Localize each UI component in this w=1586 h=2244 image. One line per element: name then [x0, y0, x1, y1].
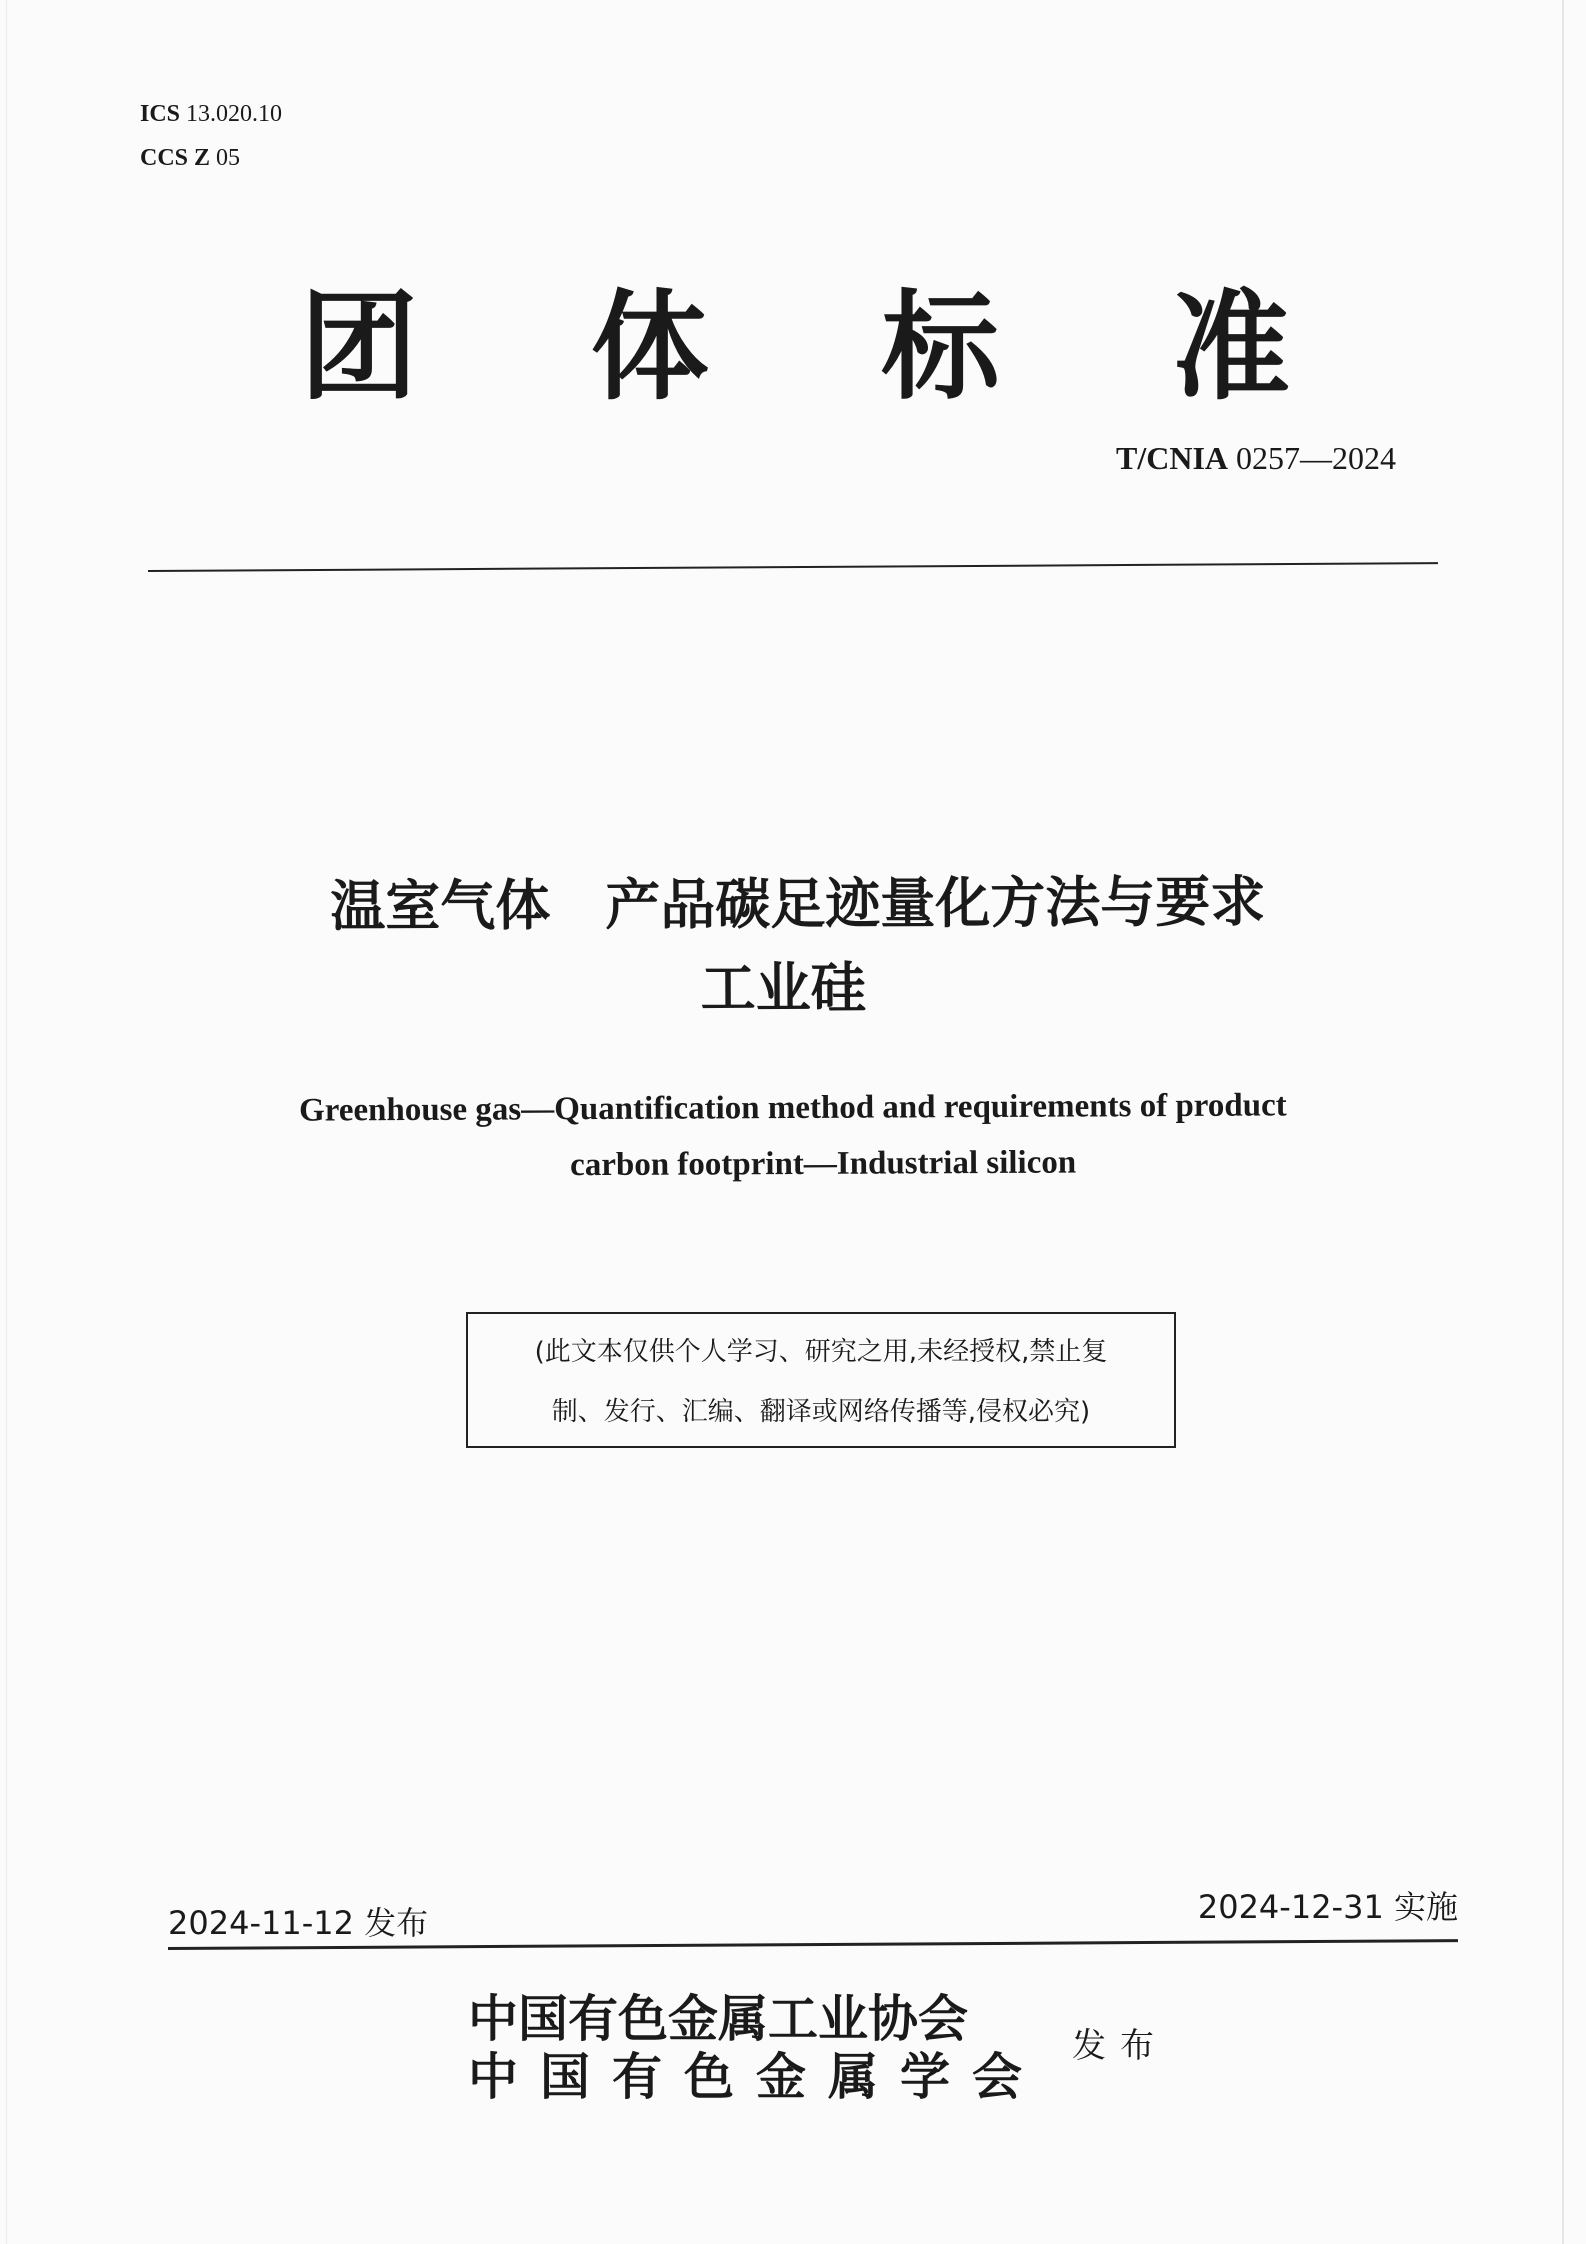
doc-type-char: 团	[300, 278, 419, 416]
publisher-org1: 中国有色金属工业协会	[468, 1989, 968, 2048]
publish-verb: 发布	[1072, 2026, 1168, 2066]
standard-number-prefix: T/CNIA	[1115, 440, 1228, 476]
document-type-heading	[300, 262, 1290, 416]
chinese-title-line1: 温室气体 产品碳足迹量化方法与要求	[330, 869, 1266, 939]
ics-code: 13.020.10	[186, 101, 283, 127]
english-title-line2: carbon footprint—Industrial silicon	[570, 1144, 1077, 1184]
publishers-block	[468, 1990, 1044, 2106]
ccs-label: CCS Z	[140, 145, 211, 171]
doc-type-char: 准	[1171, 278, 1290, 416]
ics-code-line	[140, 92, 282, 136]
issue-date: 2024-11-12 发布	[168, 1904, 429, 1942]
english-title	[0, 1076, 1586, 1196]
standard-number	[1116, 440, 1396, 477]
classification-codes	[140, 92, 282, 180]
doc-type-char: 体	[590, 278, 709, 416]
english-title-line1: Greenhouse gas—Quantification method and requirements of product	[298, 1087, 1287, 1129]
chinese-title	[0, 858, 1586, 1034]
ccs-code-line	[140, 136, 282, 180]
copyright-notice-box	[466, 1312, 1176, 1448]
notice-line2: 制、发行、汇编、翻译或网络传播等,侵权必究)	[551, 1397, 1091, 1427]
header-divider	[148, 562, 1438, 572]
ics-label: ICS	[140, 101, 181, 127]
dates-row	[168, 1888, 1458, 1942]
doc-type-char: 标	[881, 278, 1000, 416]
publisher-org2: 中国有色金属学会	[468, 2047, 1044, 2106]
chinese-title-line2: 工业硅	[700, 955, 866, 1021]
standard-number-value: 0257—2024	[1236, 440, 1396, 476]
ccs-code: 05	[216, 145, 241, 171]
implementation-date: 2024-12-31 实施	[1197, 1888, 1458, 1926]
notice-line1: (此文本仅供个人学习、研究之用,未经授权,禁止复	[534, 1337, 1108, 1367]
